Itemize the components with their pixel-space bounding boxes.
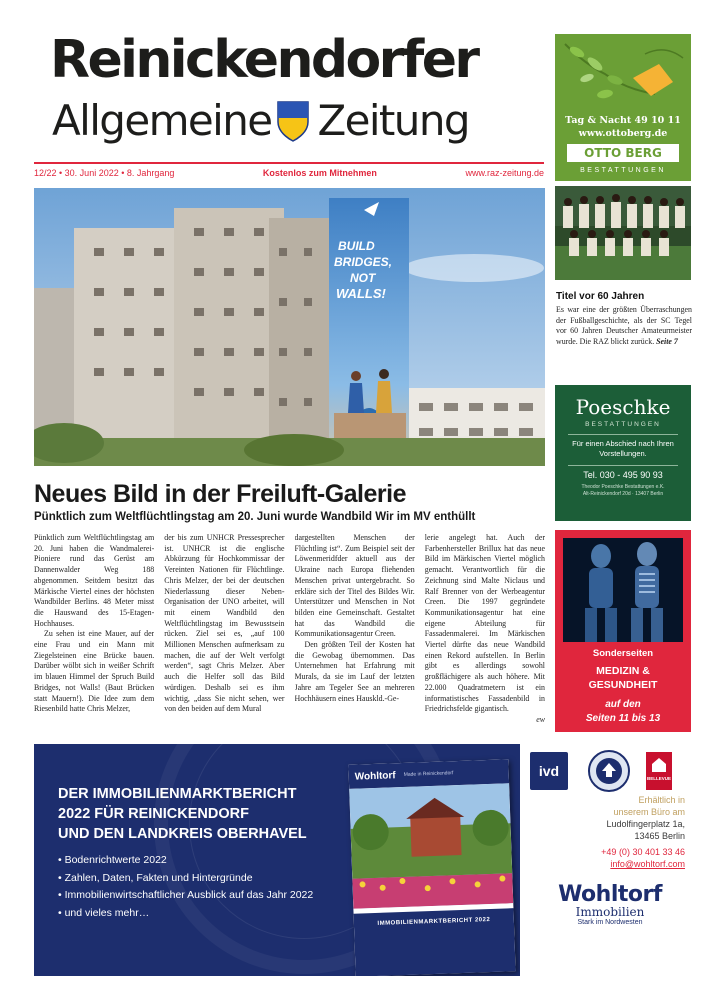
bellevue-badge-icon (646, 752, 672, 790)
wohltorf-mail[interactable]: info@wohltorf.com (610, 859, 685, 869)
article-body (34, 533, 545, 733)
masthead-word-allgemeine: Allgemeine (52, 96, 272, 145)
award-seal-icon (588, 750, 630, 792)
ivd-badge-icon (530, 752, 568, 790)
crest-icon (277, 100, 309, 142)
author-signature: ew (536, 714, 545, 724)
paragraph: der bis zum UNHCR Pressesprecher ist. UNHCR ist die englische Abkürzung für Hochkommissar der Vereinten Nationen für Flüchtlinge. Chris Melzer, der bei der deutschen Niederlassung dieser Neben-Organisation der UNO arbeitet, will mit einem Wandbild den Weltflüchtlingstag im Bewusstsein rücken. Ziel sei es, „auf 100 Millionen Menschen aufmerksam zu machen, die auf der Welt verfolgt werden“, sagt Chris Melzer. Aber auch die Helfer soll das Bild würdigen. Deshalb sei es ihm wichtig, „dass Sie nicht sehen, wer von den beiden auf dem Mural (164, 533, 285, 714)
ottoberg-phone: Tag & Nacht 49 10 11 (565, 115, 681, 126)
team-photo (555, 186, 691, 280)
bullet-item: • Zahlen, Daten, Fakten und Hintergründe (58, 870, 313, 888)
bullet-item: • Immobilienwirtschaftlicher Ausblick auf das Jahr 2022 (58, 887, 313, 905)
bullet-item: • Bodenrichtwerte 2022 (58, 852, 313, 870)
sport-title: Titel vor 60 Jahren (556, 291, 645, 302)
paragraph: Den größten Teil der Kosten hat die Gewobag übernommen. Das Unternehmen hat Erfahrung mit Murals, da sie im Lauf der letzten Jahre am Tegeler See an mehreren Hochhäusern eines Hauskld.-Ge- (294, 640, 415, 703)
sport-text: Es war eine der größten Überraschungen der Fußballgeschichte, als der SC Tegel vor 60 Jahren Deutscher Amateurmeister wurde. Die RAZ blickt zurück. (556, 305, 692, 346)
brochure-photo (349, 783, 513, 909)
medizin-title-2: GESUNDHEIT (588, 679, 658, 691)
wohltorf-claim: Stark im Nordwesten (577, 919, 643, 926)
svg-text:BRIDGES,: BRIDGES, (334, 255, 393, 269)
xray-image (563, 538, 683, 642)
immo-title-line: 2022 FÜR REINICKENDORF (58, 806, 249, 822)
article-column-2 (164, 533, 284, 733)
issue-info: 12/22 • 30. Juni 2022 • 8. Jahrgang (34, 168, 175, 178)
divider (568, 434, 678, 435)
leaves-image (555, 34, 691, 116)
medizin-title-1: MEDIZIN & (596, 665, 650, 677)
avail-2: unserem Büro am (613, 807, 685, 817)
paragraph: Pünktlich zum Weltflüchtlingstag am 20. Juni haben die Wandmalerei-Pioniere rund das Gerüst am Dannenwalder Weg 188 abgenommen. Seitdem besitzt das Märkische Viertel eines der höchsten Wandbilder Berlins. 48 Meter misst die Hauswand des 15-Etagen-Hochhauses. (34, 533, 155, 628)
svg-text:ivd: ivd (538, 763, 560, 779)
immo-title-line: DER IMMOBILIENMARKTBERICHT (58, 786, 297, 802)
immo-title-line: UND DEN LANDKREIS OBERHAVEL (58, 826, 307, 842)
article-column-1 (34, 533, 154, 733)
brochure-tag: Made in Reinickendorf (403, 770, 454, 778)
masthead-subtitle (52, 96, 469, 145)
divider (568, 465, 678, 466)
svg-text:WALLS!: WALLS! (336, 286, 386, 301)
article-headline: Neues Bild in der Freiluft-Galerie (34, 480, 406, 508)
issue-bar (34, 162, 544, 182)
wohltorf-phone[interactable]: +49 (0) 30 401 33 46 (601, 847, 685, 857)
poeschke-logo: Poeschke (575, 395, 671, 419)
sport-teaser (556, 305, 692, 347)
ottoberg-contact (555, 114, 691, 140)
paragraph: lerie angelegt hat. Auch der Farbenhersteller Brillux hat das neue Bild im Märkischen Viertel möglich gemacht. Verantwortlich für die Zeichnung sind Malte Niclaus und Ralf Brenner von der Werbeagentur Creen. Die 1997 gegründete Kommunikationsagentur hat eine eigene Abteilung für Fassadenmalerei. Im Märkischen Viertel dürfte das neue Wandbild einen Rekord aufstellen. In Berlin gibt es allerdings sowohl großflächigere als auch höhere. Mit 22.000 Quadratmetern ist ein informatistisches Fassadenbild in Friedrichsfelde gigantisch. (424, 533, 545, 714)
medizin-ref (555, 698, 691, 726)
ottoberg-logo: OTTO BERG (567, 144, 679, 162)
article-column-4 (425, 533, 545, 733)
address-1: Ludolfingerplatz 1a, (606, 819, 685, 829)
address-2: 13465 Berlin (634, 831, 685, 841)
svg-text:BUILD: BUILD (338, 239, 375, 253)
paragraph: Zu sehen ist eine Mauer, auf der eine Frau und ein Mann mit Ziegelsteinen eine Brücke bauen. Darüber wölbt sich in weißer Schrift im blauen Himmel der Spruch Build Bridges, not Walls! (Baut Brücken statt Mauern!). Die Idee zum dem Riesenbild hatte Chris Melzer, (34, 629, 155, 714)
bullet-item: • und vieles mehr… (58, 905, 313, 923)
wohltorf-sub: Immobilien (575, 905, 645, 919)
poeschke-sub: BESTATTUNGEN (585, 421, 661, 428)
medizin-label: Sonderseiten (592, 648, 654, 659)
website-link[interactable]: www.raz-zeitung.de (465, 168, 544, 178)
ad-poeschke[interactable] (555, 385, 691, 521)
svg-text:BELLEVUE: BELLEVUE (646, 776, 672, 781)
brochure-cover (348, 759, 515, 976)
masthead-title: Reinickendorfer (50, 30, 478, 90)
poeschke-claim: Für einen Abschied nach Ihren Vorstellungen. (572, 439, 674, 458)
poeschke-phone: Tel. 030 - 495 90 93 (583, 470, 663, 480)
masthead-word-zeitung: Zeitung (317, 96, 469, 145)
brochure-title: IMMOBILIENMARKTBERICHT 2022 (354, 908, 516, 976)
immo-title (58, 784, 307, 844)
ad-ottoberg[interactable] (555, 34, 691, 181)
medizin-ref-2: Seiten 11 bis 13 (585, 713, 661, 724)
sport-page-ref[interactable]: Seite 7 (656, 336, 678, 346)
avail-1: Erhältlich in (638, 795, 685, 805)
wohltorf-contact (520, 744, 702, 976)
paragraph: dargestellten Menschen der Flüchtling ist“. Zum Beispiel seit der Löwenmeridfder aktuell aus der Ukraine nach Europa fliehenden Menschen privat untergebracht. So erkläre sich der Titel des Bildes Wir. Unterstützer und Menschen in Not bilden eine Gemeinschaft. Gestaltet hat das Wandbild die Kommunikationsagentur Creen. (294, 533, 415, 639)
article-subhead: Pünktlich zum Weltflüchtlingstag am 20. Juni wurde Wandbild Wir im MV enthüllt (34, 511, 476, 523)
wohltorf-logo (554, 882, 666, 926)
medizin-ref-1: auf den (605, 699, 641, 710)
brochure-logo: Wohltorf (354, 769, 396, 783)
ad-immobilienmarktbericht[interactable] (34, 744, 520, 976)
ottoberg-sub: BESTATTUNGEN (580, 167, 666, 174)
free-label: Kostenlos zum Mitnehmen (262, 168, 377, 178)
wohltorf-wordmark: Wohltorf (558, 882, 662, 907)
svg-text:NOT: NOT (350, 271, 376, 285)
medizin-teaser[interactable] (555, 530, 691, 732)
ottoberg-url: www.ottoberg.de (578, 128, 668, 139)
hero-photo (34, 188, 545, 466)
immo-bullets (58, 852, 313, 922)
medizin-title (555, 664, 691, 692)
poeschke-fine2: Alt-Reinickendorf 20d · 13407 Berlin (582, 491, 664, 497)
wohltorf-info (520, 794, 685, 870)
article-column-3 (295, 533, 415, 733)
poeschke-fine1: Theodor Poeschke Bestattungen e.K. (581, 484, 665, 490)
